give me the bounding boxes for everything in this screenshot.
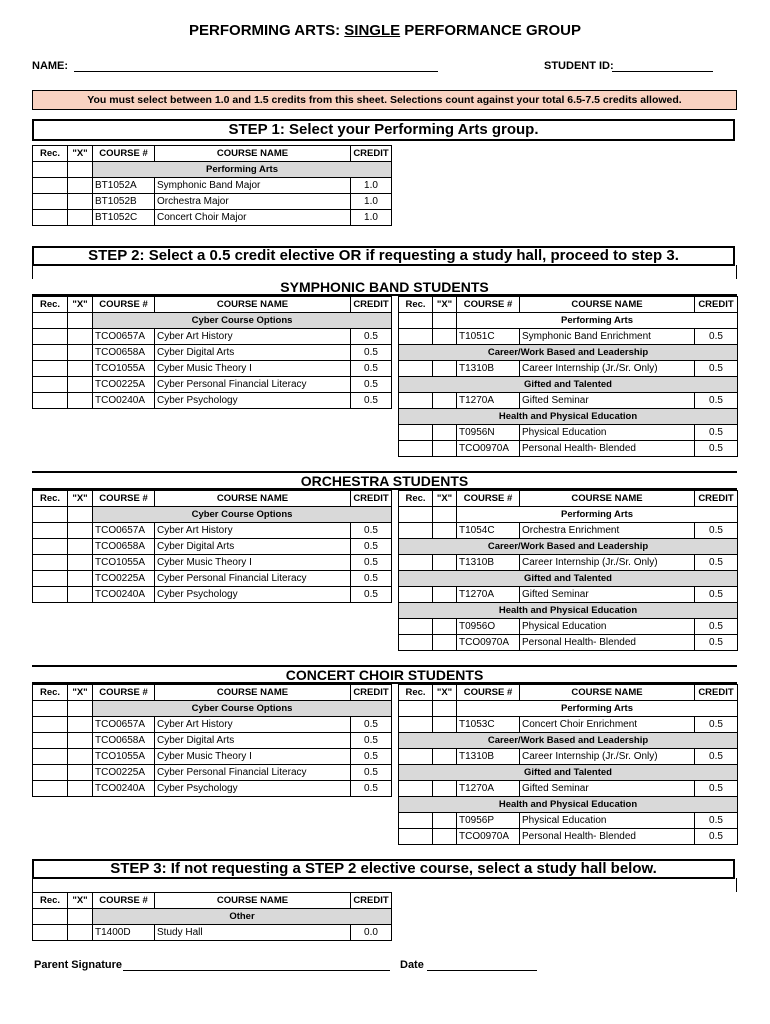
table-row: TCO0240A Cyber Psychology 0.5 [33, 587, 392, 603]
table-row: TCO0657A Cyber Art History 0.5 [33, 523, 392, 539]
choir-other-table: Rec. "X" COURSE # COURSE NAME CREDIT Performing Arts T1053C Concert Choir Enrichment 0.5 Career/Work Based and Leadership T1310B Career Internship (Jr./Sr. Only) 0.5 Gifted and Talented T1270A Gifted Seminar 0.5 Health and Physical Education T0956P Physical Education 0.5 TCO0970A Personal Health- Blended 0.5 [398, 684, 738, 845]
step2-title: STEP 2: Select a 0.5 credit elective OR if requesting a study hall, proceed to step 3. [32, 246, 735, 266]
table-row: T1400D Study Hall 0.0 [33, 925, 392, 941]
rec-cell[interactable] [33, 178, 68, 194]
parent-signature-label: Parent Signature [34, 959, 123, 971]
rec-cell[interactable] [33, 194, 68, 210]
x-header: "X" [68, 146, 93, 162]
table-row: TCO0240A Cyber Psychology 0.5 [33, 781, 392, 797]
choir-title: CONCERT CHOIR STUDENTS [32, 667, 737, 684]
credit-header: CREDIT [351, 146, 392, 162]
table-row: TCO0240A Cyber Psychology 0.5 [33, 393, 392, 409]
course-header: COURSE # [93, 146, 155, 162]
x-cell[interactable] [68, 178, 93, 194]
credit-notice: You must select between 1.0 and 1.5 credits from this sheet. Selections count against your total 6.5-7.5 credits allowed. [32, 90, 737, 110]
band-cyber-table: Rec. "X" COURSE # COURSE NAME CREDIT Cyber Course Options TCO0657A Cyber Art History 0.5 TCO0658A Cyber Digital Arts 0.5 TCO1055A Cyber Music Theory I 0.5 TCO0225A Cyber Personal Financial Literacy 0.5 TCO0240A Cyber Psychology 0.5 [32, 296, 392, 409]
table-row: TCO0657A Cyber Art History 0.5 [33, 329, 392, 345]
table-row: TCO0970A Personal Health- Blended 0.5 [399, 441, 738, 457]
band-title: SYMPHONIC BAND STUDENTS [32, 279, 737, 296]
table-row: TCO0970A Personal Health- Blended 0.5 [399, 635, 738, 651]
table-row: T0956N Physical Education 0.5 [399, 425, 738, 441]
table-row: TCO1055A Cyber Music Theory I 0.5 [33, 361, 392, 377]
table-row: T1051C Symphonic Band Enrichment 0.5 [399, 329, 738, 345]
step1-title: STEP 1: Select your Performing Arts group. [32, 119, 735, 141]
orchestra-cyber-table: Rec. "X" COURSE # COURSE NAME CREDIT Cyber Course Options TCO0657A Cyber Art History 0.5 TCO0658A Cyber Digital Arts 0.5 TCO1055A Cyber Music Theory I 0.5 TCO0225A Cyber Personal Financial Literacy 0.5 TCO0240A Cyber Psychology 0.5 [32, 490, 392, 603]
table-row: T1053C Concert Choir Enrichment 0.5 [399, 717, 738, 733]
page-title: PERFORMING ARTS: SINGLE PERFORMANCE GROUP [189, 22, 581, 39]
table-row: TCO0658A Cyber Digital Arts 0.5 [33, 539, 392, 555]
student-id-field[interactable] [612, 59, 713, 72]
table-row: TCO0225A Cyber Personal Financial Literacy 0.5 [33, 571, 392, 587]
choir-cyber-table: Rec. "X" COURSE # COURSE NAME CREDIT Cyber Course Options TCO0657A Cyber Art History 0.5 TCO0658A Cyber Digital Arts 0.5 TCO1055A Cyber Music Theory I 0.5 TCO0225A Cyber Personal Financial Literacy 0.5 TCO0240A Cyber Psychology 0.5 [32, 684, 392, 797]
orchestra-title: ORCHESTRA STUDENTS [32, 473, 737, 490]
table-row: BT1052A Symphonic Band Major 1.0 [33, 178, 392, 194]
table-row: BT1052B Orchestra Major 1.0 [33, 194, 392, 210]
table-row: T1270A Gifted Seminar 0.5 [399, 393, 738, 409]
table-row: TCO1055A Cyber Music Theory I 0.5 [33, 749, 392, 765]
name-field[interactable] [74, 59, 438, 72]
table-row: TCO1055A Cyber Music Theory I 0.5 [33, 555, 392, 571]
parent-signature-field[interactable] [123, 958, 390, 971]
table-row: BT1052C Concert Choir Major 1.0 [33, 210, 392, 226]
step1-table [32, 145, 392, 226]
table-row: T1310B Career Internship (Jr./Sr. Only) 0.5 [399, 361, 738, 377]
student-id-label: STUDENT ID: [544, 60, 614, 72]
table-row: T1054C Orchestra Enrichment 0.5 [399, 523, 738, 539]
x-cell[interactable] [68, 194, 93, 210]
table-row: TCO0225A Cyber Personal Financial Literacy 0.5 [33, 377, 392, 393]
table-row: T1270A Gifted Seminar 0.5 [399, 587, 738, 603]
rec-header: Rec. [33, 146, 68, 162]
rec-cell[interactable] [33, 210, 68, 226]
section-header: Performing Arts [93, 162, 392, 178]
table-row: T0956O Physical Education 0.5 [399, 619, 738, 635]
step3-table: Rec. "X" COURSE # COURSE NAME CREDIT Other T1400D Study Hall 0.0 [32, 892, 392, 941]
table-row: TCO0225A Cyber Personal Financial Literacy 0.5 [33, 765, 392, 781]
x-cell[interactable] [68, 210, 93, 226]
table-row: T1270A Gifted Seminar 0.5 [399, 781, 738, 797]
step3-title: STEP 3: If not requesting a STEP 2 elective course, select a study hall below. [32, 859, 735, 879]
table-row: TCO0658A Cyber Digital Arts 0.5 [33, 733, 392, 749]
course-name-header: COURSE NAME [155, 146, 351, 162]
table-row: T0956P Physical Education 0.5 [399, 813, 738, 829]
band-other-table: Rec. "X" COURSE # COURSE NAME CREDIT Performing Arts T1051C Symphonic Band Enrichment 0.5 Career/Work Based and Leadership T1310B Career Internship (Jr./Sr. Only) 0.5 Gifted and Talented T1270A Gifted Seminar 0.5 Health and Physical Education T0956N Physical Education 0.5 TCO0970A Personal Health- Blended 0.5 [398, 296, 738, 457]
date-label: Date [400, 959, 424, 971]
date-field[interactable] [427, 958, 537, 971]
table-row: T1310B Career Internship (Jr./Sr. Only) 0.5 [399, 555, 738, 571]
table-row: TCO0657A Cyber Art History 0.5 [33, 717, 392, 733]
table-row: TCO0970A Personal Health- Blended 0.5 [399, 829, 738, 845]
name-label: NAME: [32, 60, 69, 72]
table-row: TCO0658A Cyber Digital Arts 0.5 [33, 345, 392, 361]
orchestra-other-table: Rec. "X" COURSE # COURSE NAME CREDIT Performing Arts T1054C Orchestra Enrichment 0.5 Career/Work Based and Leadership T1310B Career Internship (Jr./Sr. Only) 0.5 Gifted and Talented T1270A Gifted Seminar 0.5 Health and Physical Education T0956O Physical Education 0.5 TCO0970A Personal Health- Blended 0.5 [398, 490, 738, 651]
table-row: T1310B Career Internship (Jr./Sr. Only) 0.5 [399, 749, 738, 765]
